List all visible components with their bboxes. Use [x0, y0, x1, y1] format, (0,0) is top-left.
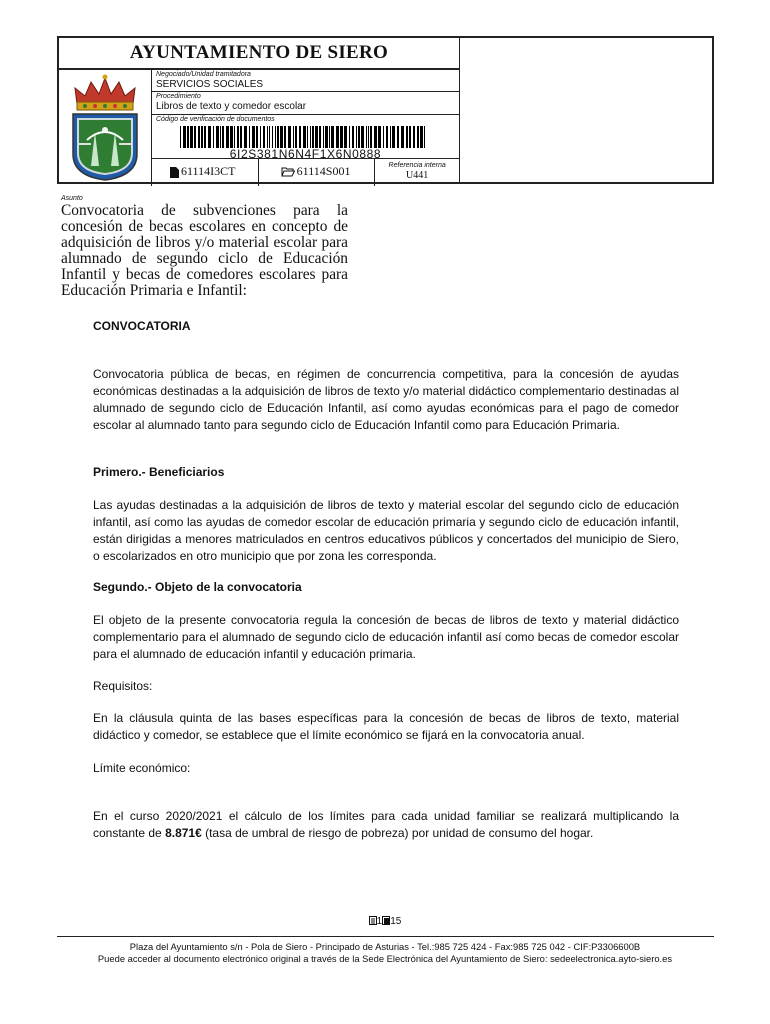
limite-title: Límite económico:: [93, 761, 191, 775]
barcode-bar: [272, 126, 273, 148]
page-number: 1: [376, 916, 383, 927]
requisitos-title: Requisitos:: [93, 679, 153, 693]
barcode-bar: [194, 126, 196, 148]
barcode-bar: [312, 126, 314, 148]
asunto-label: Asunto: [61, 195, 83, 202]
header-divider: [459, 38, 460, 182]
barcode-bar: [344, 126, 347, 148]
barcode-bar: [226, 126, 229, 148]
reference-row: [151, 159, 459, 186]
barcode-bar: [370, 126, 372, 148]
barcode-bar: [180, 126, 181, 148]
barcode-bar: [401, 126, 404, 148]
barcode-bar: [208, 126, 211, 148]
footer-divider: [57, 936, 714, 937]
barcode-bar: [409, 126, 411, 148]
requisitos-text: En la cláusula quinta de las bases específicas para la concesión de becas de libros de texto, material didáctico y comedor, se establece que el límite económico se fijará en la convocatoria anual.: [93, 711, 679, 742]
verification-code: 6I2S381N6N4F1X6N0888: [229, 147, 382, 161]
codigo-cell: [151, 115, 459, 159]
internal-ref-cell: [375, 159, 459, 186]
footer-sede-note: Puede acceder al documento electrónico original a través de la Sede Electrónica del Ayuntamiento de Siero: sedeelectronica.ayto-siero.es: [97, 953, 673, 964]
barcode-bar: [299, 126, 301, 148]
procedimiento-label: Procedimiento: [156, 93, 201, 100]
barcode-bar: [267, 126, 268, 148]
barcode-bar: [234, 126, 235, 148]
negociado-value: SERVICIOS SOCIALES: [156, 79, 264, 90]
barcode-bar: [303, 126, 306, 148]
barcode-bar: [183, 126, 186, 148]
barcode-bar: [275, 126, 276, 148]
barcode-bar: [187, 126, 189, 148]
limite-amount: 8.871€: [165, 826, 202, 840]
barcode-bar: [366, 126, 367, 148]
barcode-bar: [216, 126, 219, 148]
barcode-bar: [417, 126, 419, 148]
internal-ref-label: Referencia interna: [388, 162, 446, 169]
barcode-bar: [331, 126, 334, 148]
file-ref-cell: [259, 159, 376, 186]
internal-ref-value: U441: [406, 170, 429, 181]
file-ref: 61114S001: [296, 164, 351, 178]
barcode-bar: [397, 126, 399, 148]
barcode-bar: [361, 126, 364, 148]
negociado-cell: [151, 70, 459, 92]
document-icon: [170, 167, 179, 178]
barcode-bar: [256, 126, 258, 148]
page-total: 15: [390, 916, 402, 927]
barcode-bar: [244, 126, 247, 148]
barcode-bar: [280, 126, 283, 148]
barcode-bar: [190, 126, 193, 148]
document-header: [57, 36, 714, 184]
coat-of-arms-icon: [65, 74, 145, 182]
barcode-bar: [230, 126, 233, 148]
limite-text: [93, 808, 679, 842]
barcode-bar: [374, 126, 377, 148]
procedimiento-cell: [151, 92, 459, 115]
barcode-bar: [378, 126, 381, 148]
barcode-bar: [383, 126, 384, 148]
codigo-label: Código de verificación de documentos: [156, 116, 275, 123]
procedimiento-value: Libros de texto y comedor escolar: [156, 101, 307, 112]
barcode-bar: [222, 126, 224, 148]
barcode-bar: [424, 126, 425, 148]
barcode-bar: [323, 126, 324, 148]
barcode-bar: [358, 126, 360, 148]
barcode-bar: [204, 126, 206, 148]
barcode-bar: [293, 126, 294, 148]
barcode-bar: [213, 126, 214, 148]
limite-text-a: En el curso 2020/2021 el cálculo de los límites para cada unidad familiar se realizará multiplicando la constante de: [93, 809, 679, 840]
barcode-bar: [340, 126, 343, 148]
barcode-bar: [198, 126, 200, 148]
barcode-bar: [284, 126, 286, 148]
barcode-bar: [413, 126, 415, 148]
barcode-icon: [180, 126, 428, 148]
barcode-bar: [201, 126, 203, 148]
asunto-text: Convocatoria de subvenciones para la concesión de becas escolares en concepto de adquisición de libros y/o material escolar para alumnado de segundo ciclo de Educación Infantil y becas de comedores escolares para Educación Primaria e Infantil:: [61, 202, 348, 299]
section-1-text: Las ayudas destinadas a la adquisición de libros de texto y material escolar del segundo ciclo de educación infantil, así como las ayudas de comedor escolar de educación primaria y segundo ciclo de educación infantil, están dirigidas a menores matriculados en centros educativos públicos y concertados del municipio de Siero, o escolarizados en otro municipio que por zona les corresponda.: [93, 498, 679, 563]
barcode-bar: [319, 126, 321, 148]
document-ref-cell: [152, 159, 259, 186]
barcode-bar: [390, 126, 391, 148]
page-icon: [369, 916, 377, 925]
barcode-bar: [240, 126, 242, 148]
barcode-bar: [220, 126, 221, 148]
barcode-bar: [263, 126, 265, 148]
barcode-bar: [288, 126, 291, 148]
council-title: AYUNTAMIENTO DE SIERO: [59, 38, 459, 70]
convocatoria-heading: CONVOCATORIA: [93, 319, 191, 333]
barcode-bar: [252, 126, 255, 148]
section-1-title: Primero.- Beneficiarios: [93, 465, 225, 479]
barcode-bar: [406, 126, 408, 148]
footer-address: Plaza del Ayuntamiento s/n - Pola de Siero - Principado de Asturias - Tel.:985 725 424 - Fax:985 725 042 - CIF:P3306600B: [129, 941, 641, 952]
barcode-bar: [260, 126, 261, 148]
intro-paragraph: Convocatoria pública de becas, en régimen de concurrencia competitiva, para la concesión de ayudas económicas destinadas a la adquisición de libros de texto y/o material didáctico complementario destinadas al alumnado de segundo ciclo de Educación Infantil, así como ayudas económicas para el pago de comedor escolar al alumnado tanto para segundo ciclo de Educación Infantil como para Educación Primaria.: [93, 367, 679, 432]
barcode-bar: [368, 126, 369, 148]
barcode-bar: [349, 126, 350, 148]
barcode-bar: [310, 126, 311, 148]
limite-text-b: (tasa de umbral de riesgo de pobreza) por unidad de consumo del hogar.: [201, 826, 594, 840]
barcode-bar: [295, 126, 297, 148]
document-ref: 61114I3CT: [181, 164, 236, 178]
barcode-bar: [420, 126, 423, 148]
folder-open-icon: [281, 167, 295, 177]
barcode-bar: [269, 126, 270, 148]
barcode-bar: [386, 126, 388, 148]
barcode-bar: [277, 126, 279, 148]
section-2-title: Segundo.- Objeto de la convocatoria: [93, 580, 302, 594]
barcode-bar: [249, 126, 250, 148]
page-indicator: [0, 916, 770, 927]
barcode-bar: [307, 126, 308, 148]
barcode-bar: [237, 126, 239, 148]
barcode-bar: [336, 126, 339, 148]
barcode-bar: [329, 126, 330, 148]
barcode-bar: [356, 126, 357, 148]
barcode-bar: [352, 126, 354, 148]
negociado-label: Negociado/Unidad tramitadora: [156, 71, 251, 78]
section-2-text: El objeto de la presente convocatoria regula la concesión de becas de libros de texto y material didáctico complementario para el alumnado de segundo ciclo de educación infantil así como becas de comedor escolar para el alumnado de educación infantil y educación primaria.: [93, 613, 679, 661]
barcode-bar: [315, 126, 318, 148]
barcode-bar: [325, 126, 328, 148]
barcode-bar: [392, 126, 395, 148]
header-fields: [151, 70, 459, 186]
